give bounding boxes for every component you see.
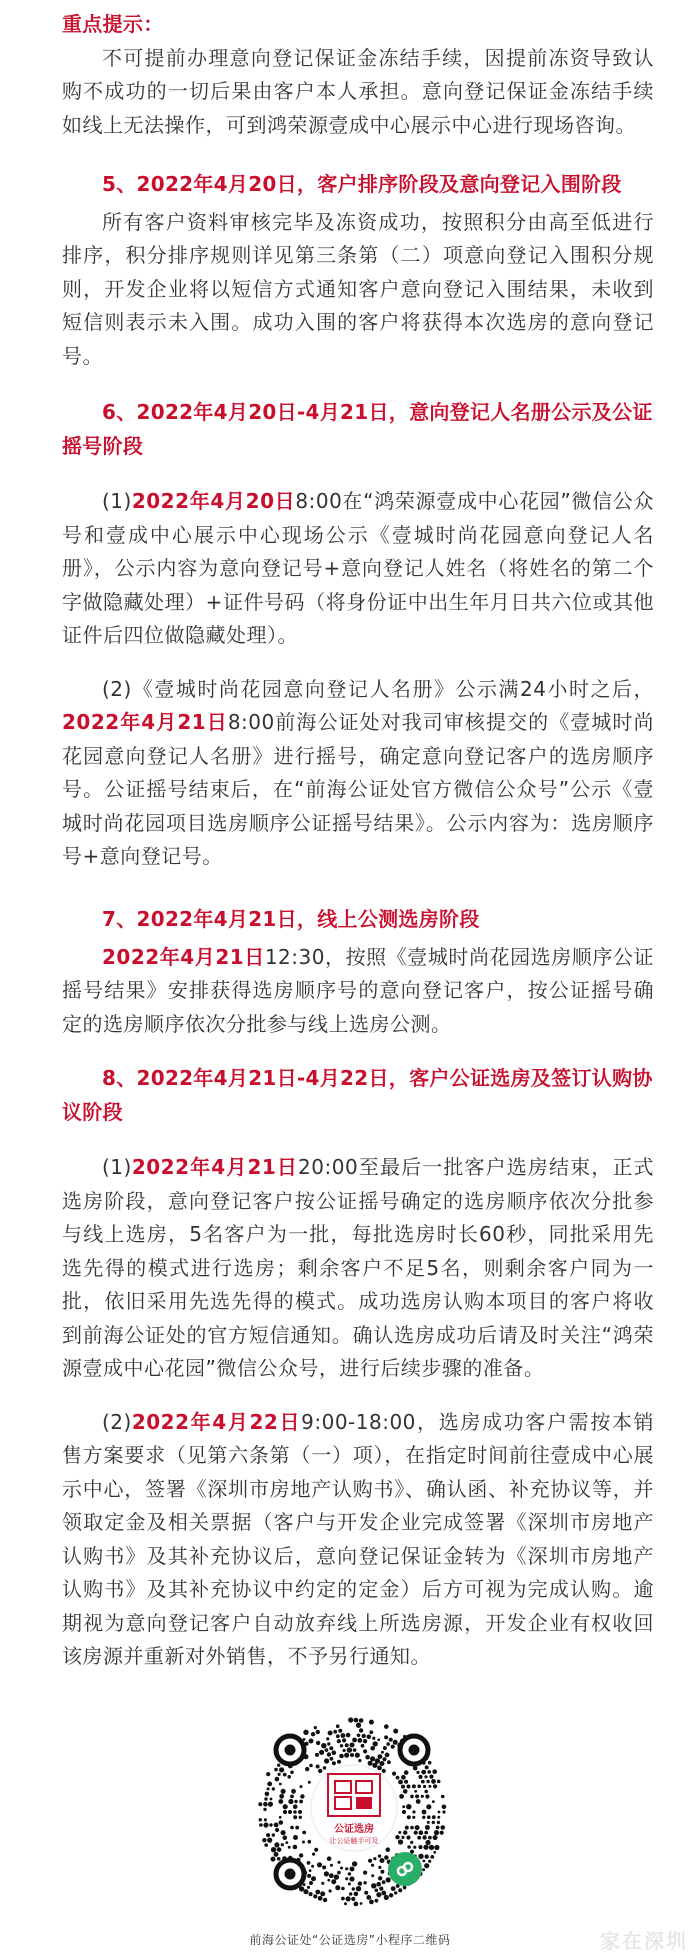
section-8-p1-prefix: (1) (102, 1155, 132, 1179)
section-6-p1-text: 8:00在“鸿荣源壹成中心花园”微信公众号和壹成中心展示中心现场公示《壹城时尚花园意向登记人名册》，公示内容为意向登记号+意向登记人姓名（将姓名的第二个字做隐藏处理）+证件号码（将身份证中出生年月日共六位或其他证件后四位做隐藏处理）。 (62, 489, 654, 647)
section-6-paragraph-2 (62, 673, 654, 874)
section-7-date: 2022年4月21日 (102, 944, 265, 969)
section-6-p2-text: 8:00前海公证处对我司审核提交的《壹城时尚花园意向登记人名册》进行摇号，确定意向登记客户的选房顺序号。公证摇号结束后，在“前海公证处官方微信公众号”公示《壹城时尚花园项目选房顺序公证摇号结果》。公示内容为：选房顺序号+意向登记号。 (62, 710, 654, 868)
section-5-heading: 5、2022年4月20日，客户排序阶段及意向登记入围阶段 (102, 172, 622, 196)
section-6-p2-prefix: (2)《壹城时尚花园意向登记人名册》公示满24小时之后， (102, 676, 654, 701)
section-7-heading: 7、2022年4月21日，线上公测选房阶段 (102, 907, 480, 931)
section-6 (62, 396, 654, 874)
section-7 (62, 903, 654, 1041)
qr-slogan: 让公证触手可及 (329, 1836, 379, 1845)
qr-brand: 公证选房 (334, 1823, 374, 1835)
notice-heading: 重点提示： (62, 12, 164, 36)
section-8-p1-text: 20:00至最后一批客户选房结束，正式选房阶段，意向登记客户按公证摇号确定的选房顺序依次分批参与线上选房，5名客户为一批，每批选房时长60秒，同批采用先选先得的模式进行选房；剩余客户不足5名，则剩余客户同为一批，依旧采用先选先得的模式。成功选房认购本项目的客户将收到前海公证处的官方短信通知。确认选房成功后请及时关注“鸿荣源壹成中心花园”微信公众号，进行后续步骤的准备。 (62, 1155, 654, 1380)
section-6-heading: 6、2022年4月20日-4月21日，意向登记人名册公示及公证摇号阶段 (62, 400, 653, 458)
section-8-p2-prefix: (2) (102, 1409, 132, 1434)
section-5 (62, 168, 654, 373)
section-7-text (62, 941, 654, 1042)
section-5-text: 所有客户资料审核完毕及冻资成功，按照积分由高至低进行排序，积分排序规则详见第三条第（二）项意向登记入围积分规则，开发企业将以短信方式通知客户意向登记入围结果，未收到短信则表示未入围。成功入围的客户将获得本次选房的意向登记号。 (62, 209, 654, 368)
section-7-body: 12:30，按照《壹城时尚花园选房顺序公证摇号结果》安排获得选房顺序号的意向登记客户，按公证摇号确定的选房顺序依次分批参与线上选房公测。 (62, 944, 654, 1036)
section-8-p2-date: 2022年4月22日 (131, 1409, 302, 1434)
section-8 (62, 1062, 654, 1674)
section-8-p2-text: 9:00-18:00，选房成功客户需按本销售方案要求（见第六条第（一）项），在指定时间前往壹成中心展示中心，签署《深圳市房地产认购书》、确认函、补充协议等，并领取定金及相关票据（客户与开发企业完成签署《深圳市房地产认购书》及其补充协议后，意向登记保证金转为《深圳市房地产认购书》及其补充协议中约定的定金）后方可视为完成认购。逾期视为意向登记客户自动放弃线上所选房源，开发企业有权收回该房源并重新对外销售，不予另行通知。 (62, 1409, 655, 1668)
section-8-paragraph-2 (62, 1406, 654, 1674)
notice-text: 不可提前办理意向登记保证金冻结手续，因提前冻资导致认购不成功的一切后果由客户本人承担。意向登记保证金冻结手续如线上无法操作，可到鸿荣源壹成中心展示中心进行现场咨询。 (62, 45, 654, 137)
notice-block (62, 8, 654, 142)
section-8-heading: 8、2022年4月21日-4月22日，客户公证选房及签订认购协议阶段 (62, 1066, 653, 1124)
site-watermark: 家在深圳 (600, 1929, 688, 1953)
section-8-paragraph-1 (62, 1151, 654, 1386)
mini-program-qr-code[interactable] (252, 1712, 452, 1912)
notary-seal-icon (327, 1773, 381, 1817)
section-6-paragraph-1 (62, 485, 654, 653)
qr-center-logo (310, 1764, 398, 1852)
section-8-p1-date: 2022年4月21日 (131, 1155, 299, 1179)
mini-program-icon (388, 1852, 422, 1886)
section-6-p1-prefix: (1) (102, 489, 132, 513)
qr-caption: 前海公证处“公证选房”小程序二维码 (249, 1933, 451, 1947)
section-6-p1-date: 2022年4月20日 (131, 489, 296, 513)
section-6-p2-date: 2022年4月21日 (62, 710, 228, 734)
